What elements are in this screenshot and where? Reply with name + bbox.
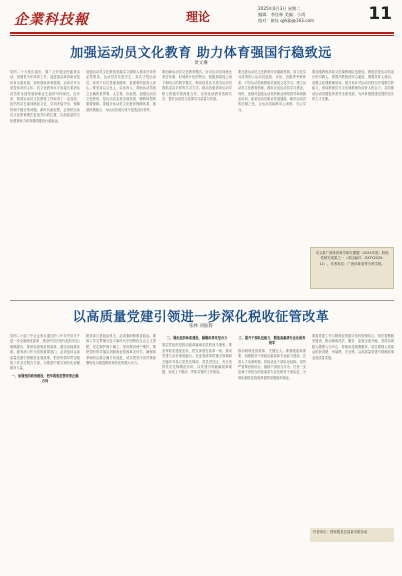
issue-date: 2025年6月3日 星期二	[258, 6, 301, 11]
article2-column-3	[162, 334, 232, 570]
article1-column-3: 要创新运动员文化教育模式。针对运动员训练比赛任务重、时间碎片化的特点，积极探索线上线下相结合的教学模式，利用信息化手段为运动员提供灵活多样的学习方式。推动各级体育运动学校与普通学校深度合作，实现优质教育资源共享，提升运动员文化课学习质量与效果。	[162, 70, 232, 102]
article1-column-4: 要完善运动员文化教育评价激励机制。将文化学习成绩纳入运动员选拔、评优、晋级等考核体系，引导运动员和教练员重视文化学习。建立运动员文化教育档案，跟踪记录运动员学习情况。同时，加强对退役运动员的职业规划指导和再就业培训，拓宽运动员职业发展通道，解决运动员的后顾之忧，让运动员能够安心训练、专心学习。	[238, 70, 306, 112]
editor-line: 编辑：李佳林 美编：小尚	[258, 12, 306, 17]
article-divider	[10, 300, 394, 301]
masthead	[0, 0, 402, 40]
section-title: 理论	[186, 10, 211, 24]
article1-headline: 加强运动员文化教育 助力体育强国行稳致远	[70, 46, 332, 61]
article2-column-2-text: 税务部门是政治机关，必须旗帜鲜明讲政治。要深入学习贯彻习近平新时代中国特色社会主义思想，坚定拥护两个确立、坚决做到两个维护。要把党的领导落实到税收征管改革各环节，确保改革始终沿着正确方向前进，切实把党中央决策部署转化为推进税收现代化的强大动力。	[86, 334, 156, 366]
contact-line: 校对：新钰 qykjb@163.com	[258, 18, 315, 23]
article2-column-1	[10, 334, 80, 570]
article1-column-5: 要加强教练员和文化课教师队伍建设。教练员是运动员成长的引路人，要提升教练员综合素质，增强其育人意识。加强文化课教师培训，提升其针对运动员特点开展教学的能力，形成教练员与文化课教师协同育人的合力，共同推动运动员德智体美劳全面发展，为体育强国建设提供坚实的人才支撑。	[312, 70, 394, 102]
article1-note-box: 本文系广西体育科学研究课题（2025年度）阶段性研究成果之一（项目编号：GXTY2025-11）。作者单位：广西体育高等专科学校。	[310, 247, 394, 289]
article2-subhead-1: 一、加强党的政治建设，把牢税收征管改革正确方向	[11, 373, 79, 384]
header-rule	[10, 32, 394, 34]
article2-author-box: 作者单位：国家税务总局某市税务局	[310, 528, 394, 542]
article2-column-1-text: 党的二十届三中全会审议通过的《中共中央关于进一步全面深化改革、推进中国式现代化的决定》明确提出，要深化税收征管改革，健全直接税体系。税务部门作为党的重要部门，必须坚持以高质量党建引领税收征管改革，把党的领导贯穿税收工作全过程各方面，为推进中国式现代化贡献税务力量。	[10, 334, 80, 371]
article2-column-3-text: 基层党组织是推动改革落地见效的战斗堡垒。要坚持抓党建促业务，把支部建在改革一线，推动党建与业务深度融合。在征管改革的重点领域和关键环节设立党员先锋岗、党员责任区，充分发挥党员先锋模范作用，以党建引领破解改革难题，形成上下联动、齐抓共管的工作格局。	[162, 343, 232, 375]
article1-byline: 黄文琳	[194, 61, 208, 66]
article2-column-4-text: 推动税收征管改革，关键在人。要着眼改革需要，加强税务干部政治素质和专业能力建设，完善人才培养机制，持续优化干部队伍结构。坚持严管厚爱相结合，激励干部担当作为，打造一支忠诚干净担当的高素质专业化税务干部队伍，为深化税收征管改革提供坚强组织保证。	[238, 348, 306, 380]
page-number: 11	[368, 4, 392, 24]
article2-subhead-2: 二、强化组织体系建设，凝聚改革攻坚合力	[166, 336, 228, 340]
header-rule-thin	[10, 35, 394, 36]
article1-column-1: 党的二十大报告指出，要广泛开展全民健身活动，加强青少年体育工作，促进群众体育和竞技体育全面发展，加快建设体育强国。运动员作为竞技体育的主体，其文化教育水平直接关系到运动员的全面发展和职业生涯的可持续性。近年来，我国运动员文化教育工作取得了一定成效，但仍然存在重训练轻文化、学训矛盾突出、保障机制不健全等问题。新时代新征程，必须把运动员文化教育摆在更加突出的位置，以高质量的文化教育助力体育强国建设行稳致远。	[10, 70, 80, 123]
article2-subhead-3: 三、提升干部队伍能力，锻造高素质专业化税务铁军	[238, 336, 306, 346]
article2-byline: 张林 刘振辉	[189, 324, 213, 329]
article2-column-4	[238, 334, 306, 570]
newspaper-logo: 企業科技報	[14, 12, 89, 28]
article2-column-2	[86, 334, 156, 570]
article2-column-5: 要将党建工作与税收征管数字化转型相结合，依托智慧税务建设，推动税收执法、服务、监管全面升级。坚持以纳税人缴费人为中心，持续优化税费服务，切实增强人民群众的获得感、幸福感、安全感，以高质量党建引领税收事业高质量发展。	[312, 334, 394, 360]
article2-headline: 以高质量党建引领进一步深化税收征管改革	[72, 310, 330, 325]
issue-meta	[258, 6, 370, 24]
article1-column-2: 加强运动员文化教育是落实立德树人根本任务的必然要求。运动员首先是学生，其次才是运动员。体育不仅仅是强身健体，更重要的是育人育心。要坚持以文化人、以体育人，帮助运动员树立正确的世界观、人生观、价值观。加强运动员文化教育，是运动员实现全面发展、顺利转型的重要保障。要健全运动员文化教育保障体系，推进体教融合，为运动员成长成才创造良好条件。	[86, 70, 156, 112]
